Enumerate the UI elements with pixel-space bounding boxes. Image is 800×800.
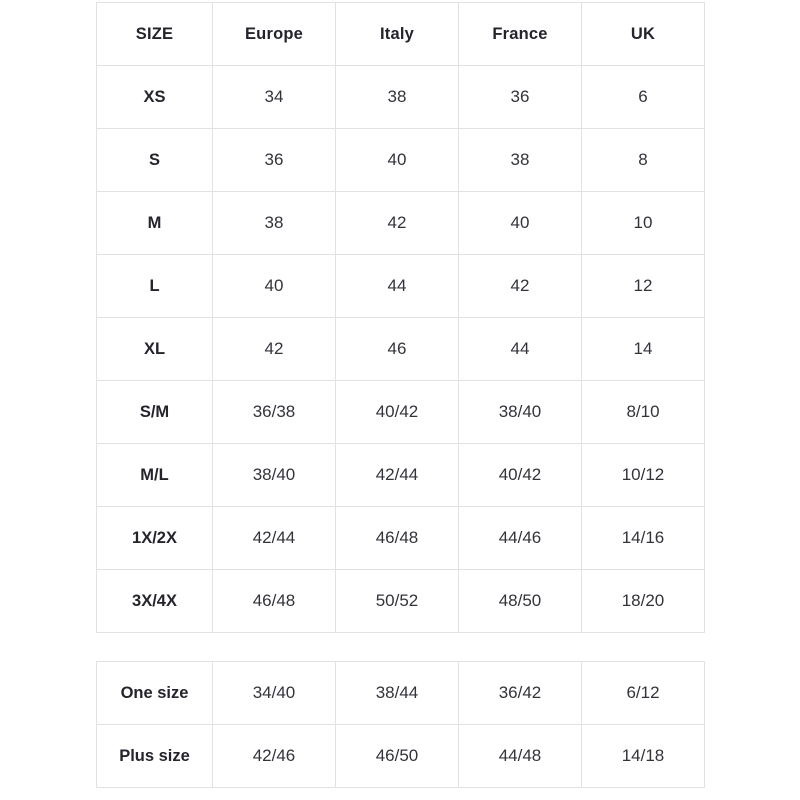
cell-europe: 38 — [213, 192, 336, 255]
row-label: XS — [97, 66, 213, 129]
row-label: M — [97, 192, 213, 255]
cell-france: 38/40 — [459, 381, 582, 444]
cell-uk: 14 — [582, 318, 705, 381]
cell-france: 36/42 — [459, 662, 582, 725]
cell-uk: 10 — [582, 192, 705, 255]
cell-italy: 46 — [336, 318, 459, 381]
cell-uk: 6 — [582, 66, 705, 129]
one-size-plus-size-table — [96, 661, 705, 788]
cell-europe: 42 — [213, 318, 336, 381]
cell-france: 40 — [459, 192, 582, 255]
table-row — [97, 255, 705, 318]
table-row — [97, 507, 705, 570]
international-size-conversion-table — [96, 2, 705, 633]
column-header-italy: Italy — [336, 3, 459, 66]
cell-europe: 42/46 — [213, 725, 336, 788]
table-separator — [96, 633, 704, 661]
cell-uk: 6/12 — [582, 662, 705, 725]
cell-uk: 18/20 — [582, 570, 705, 633]
secondary-table-container — [96, 661, 704, 788]
column-header-europe: Europe — [213, 3, 336, 66]
cell-europe: 34 — [213, 66, 336, 129]
table-header-row — [97, 3, 705, 66]
cell-france: 44 — [459, 318, 582, 381]
cell-italy: 42/44 — [336, 444, 459, 507]
table-row — [97, 318, 705, 381]
row-label: 3X/4X — [97, 570, 213, 633]
table-row — [97, 129, 705, 192]
table-body — [97, 66, 705, 633]
table-row — [97, 381, 705, 444]
cell-france: 42 — [459, 255, 582, 318]
table-row — [97, 66, 705, 129]
table-body — [97, 662, 705, 788]
cell-europe: 36 — [213, 129, 336, 192]
column-header-france: France — [459, 3, 582, 66]
table-row — [97, 662, 705, 725]
row-label: L — [97, 255, 213, 318]
cell-uk: 14/18 — [582, 725, 705, 788]
cell-italy: 46/48 — [336, 507, 459, 570]
cell-italy: 38/44 — [336, 662, 459, 725]
cell-italy: 44 — [336, 255, 459, 318]
table-row — [97, 192, 705, 255]
cell-uk: 12 — [582, 255, 705, 318]
cell-europe: 36/38 — [213, 381, 336, 444]
column-header-size: SIZE — [97, 3, 213, 66]
table-row — [97, 444, 705, 507]
cell-italy: 38 — [336, 66, 459, 129]
cell-italy: 42 — [336, 192, 459, 255]
row-label: S — [97, 129, 213, 192]
cell-france: 36 — [459, 66, 582, 129]
cell-italy: 46/50 — [336, 725, 459, 788]
cell-uk: 14/16 — [582, 507, 705, 570]
cell-uk: 10/12 — [582, 444, 705, 507]
table-row — [97, 570, 705, 633]
cell-italy: 40 — [336, 129, 459, 192]
cell-europe: 46/48 — [213, 570, 336, 633]
cell-europe: 34/40 — [213, 662, 336, 725]
cell-europe: 42/44 — [213, 507, 336, 570]
cell-italy: 50/52 — [336, 570, 459, 633]
row-label: S/M — [97, 381, 213, 444]
cell-uk: 8/10 — [582, 381, 705, 444]
row-label-plus-size: Plus size — [97, 725, 213, 788]
cell-france: 48/50 — [459, 570, 582, 633]
row-label: XL — [97, 318, 213, 381]
cell-france: 40/42 — [459, 444, 582, 507]
cell-italy: 40/42 — [336, 381, 459, 444]
column-header-uk: UK — [582, 3, 705, 66]
row-label: M/L — [97, 444, 213, 507]
row-label-one-size: One size — [97, 662, 213, 725]
cell-france: 44/48 — [459, 725, 582, 788]
main-table-container — [96, 0, 704, 633]
cell-uk: 8 — [582, 129, 705, 192]
table-header — [97, 3, 705, 66]
cell-france: 44/46 — [459, 507, 582, 570]
table-row — [97, 725, 705, 788]
cell-europe: 38/40 — [213, 444, 336, 507]
cell-europe: 40 — [213, 255, 336, 318]
cell-france: 38 — [459, 129, 582, 192]
row-label: 1X/2X — [97, 507, 213, 570]
